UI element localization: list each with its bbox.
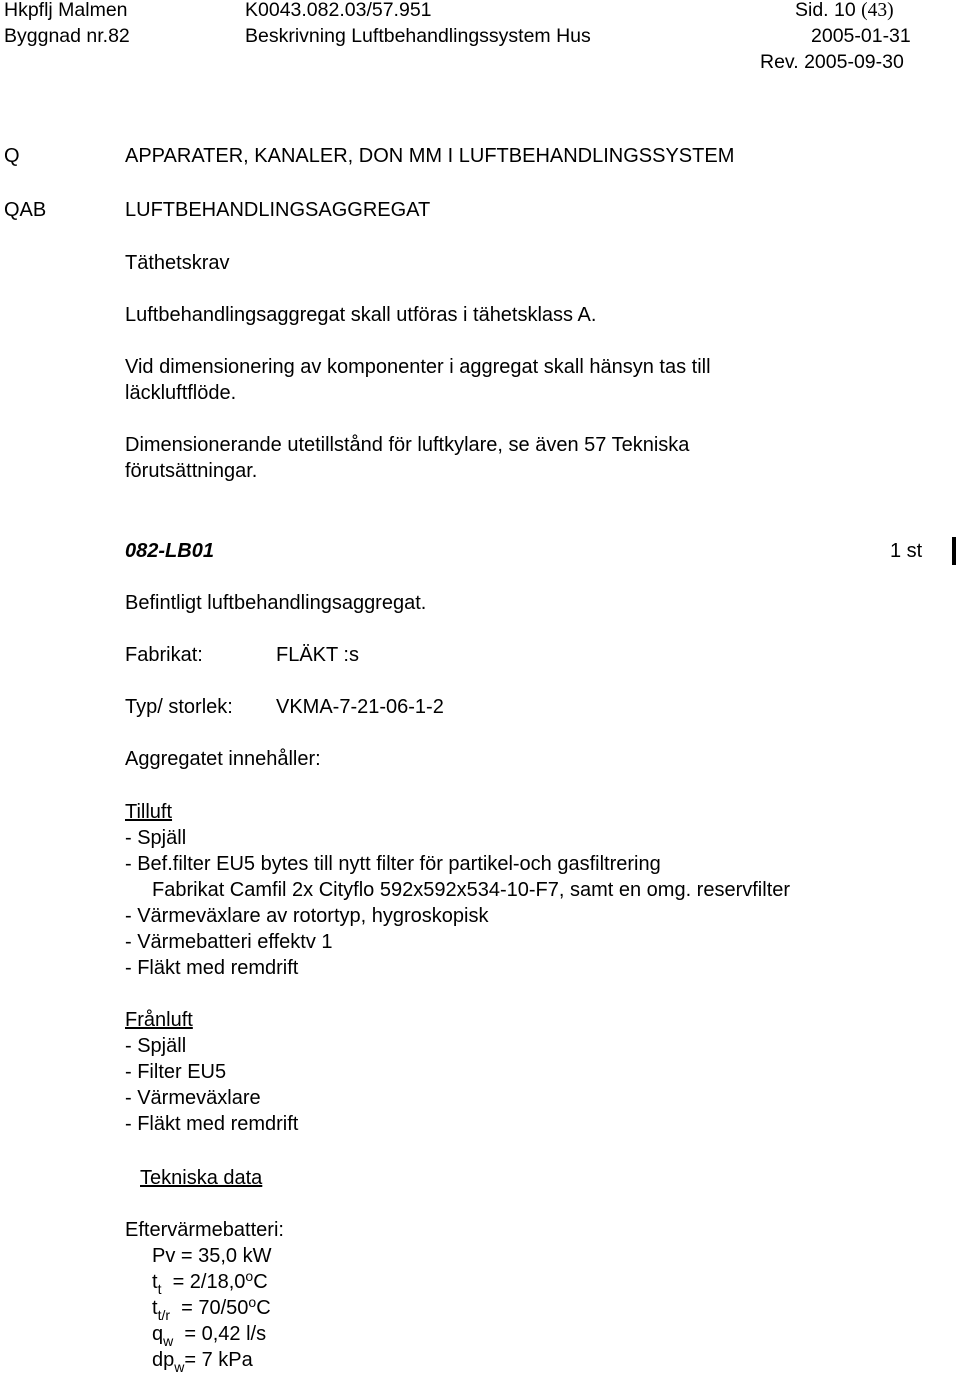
tathet-heading: Täthetskrav: [125, 252, 230, 274]
contains-heading: Aggregatet innehåller:: [125, 748, 321, 770]
header-revision: Rev. 2005-09-30: [760, 51, 904, 73]
pv-line: Pv = 35,0 kW: [152, 1245, 272, 1267]
header-building: Byggnad nr.82: [4, 25, 130, 47]
qw-value: = 0,42 l/s: [173, 1323, 267, 1345]
franluft-item: - Fläkt med remdrift: [125, 1113, 299, 1135]
tathet-paragraph-2-line-1: Vid dimensionering av komponenter i aggregat skall hänsyn tas till: [125, 356, 711, 378]
tathet-paragraph-3-line-2: förutsättningar.: [125, 460, 258, 482]
franluft-item: - Spjäll: [125, 1035, 187, 1057]
tt-subscript: t: [157, 1281, 162, 1297]
ttr-value: = 70/50: [170, 1297, 249, 1319]
dpw-value: = 7 kPa: [184, 1349, 253, 1371]
header-doc-title: Beskrivning Luftbehandlingssystem Hus: [245, 25, 591, 47]
tilluft-item: - Spjäll: [125, 827, 187, 849]
ttr-unit: C: [256, 1297, 271, 1319]
tathet-paragraph-2-line-2: läckluftflöde.: [125, 382, 237, 404]
change-bar: [952, 537, 956, 565]
tekniska-heading: Tekniska data: [140, 1167, 263, 1189]
unit-quantity: 1 st: [890, 540, 923, 562]
ttr-subscript: t/r: [157, 1307, 171, 1323]
tilluft-item: - Värmeväxlare av rotortyp, hygroskopisk: [125, 905, 489, 927]
fabrikat-label: Fabrikat:: [125, 644, 203, 666]
qw-line: [152, 1322, 266, 1347]
fabrikat-value: FLÄKT :s: [276, 644, 359, 666]
typ-value: VKMA-7-21-06-1-2: [276, 696, 444, 718]
tilluft-item: - Värmebatteri effektv 1: [125, 931, 333, 953]
header-page-total: (43): [861, 0, 894, 21]
header-page-prefix: Sid. 10: [795, 0, 856, 21]
franluft-heading: Frånluft: [125, 1009, 193, 1031]
franluft-item: - Filter EU5: [125, 1061, 227, 1083]
tilluft-item: - Bef.filter EU5 bytes till nytt filter för partikel-och gasfiltrering: [125, 853, 661, 875]
franluft-item: - Värmeväxlare: [125, 1087, 261, 1109]
tt-degree: o: [245, 1268, 254, 1284]
section-q-title: APPARATER, KANALER, DON MM I LUFTBEHANDLINGSSYSTEM: [125, 145, 735, 167]
tt-unit: C: [253, 1271, 268, 1293]
dpw-symbol: dp: [152, 1349, 175, 1371]
tt-symbol: t: [152, 1271, 158, 1293]
tt-value: = 2/18,0: [161, 1271, 246, 1293]
header-project: Hkpflj Malmen: [4, 0, 128, 21]
qw-symbol: q: [152, 1323, 164, 1345]
section-qab-code: QAB: [4, 199, 47, 221]
unit-id: 082-LB01: [125, 540, 214, 562]
tathet-paragraph-1: Luftbehandlingsaggregat skall utföras i tähetsklass A.: [125, 304, 597, 326]
ttr-line: [152, 1296, 271, 1321]
section-qab-title: LUFTBEHANDLINGSAGGREGAT: [125, 199, 431, 221]
unit-description: Befintligt luftbehandlingsaggregat.: [125, 592, 427, 614]
header-page: [795, 0, 894, 23]
header-date: 2005-01-31: [811, 25, 911, 47]
dpw-line: [152, 1348, 253, 1373]
ttr-symbol: t: [152, 1297, 158, 1319]
tilluft-item: Fabrikat Camfil 2x Cityflo 592x592x534-10-F7, samt en omg. reservfilter: [152, 879, 791, 901]
tt-line: [152, 1270, 268, 1295]
qw-subscript: w: [163, 1333, 174, 1349]
ttr-degree: o: [248, 1294, 257, 1310]
dpw-subscript: w: [174, 1359, 185, 1375]
tathet-paragraph-3-line-1: Dimensionerande utetillstånd för luftkylare, se även 57 Tekniska: [125, 434, 690, 456]
header-doc-number: K0043.082.03/57.951: [245, 0, 432, 21]
tilluft-item: - Fläkt med remdrift: [125, 957, 299, 979]
eftervarme-heading: Eftervärmebatteri:: [125, 1219, 284, 1241]
tilluft-heading: Tilluft: [125, 801, 173, 823]
typ-label: Typ/ storlek:: [125, 696, 233, 718]
section-q-code: Q: [4, 145, 20, 167]
